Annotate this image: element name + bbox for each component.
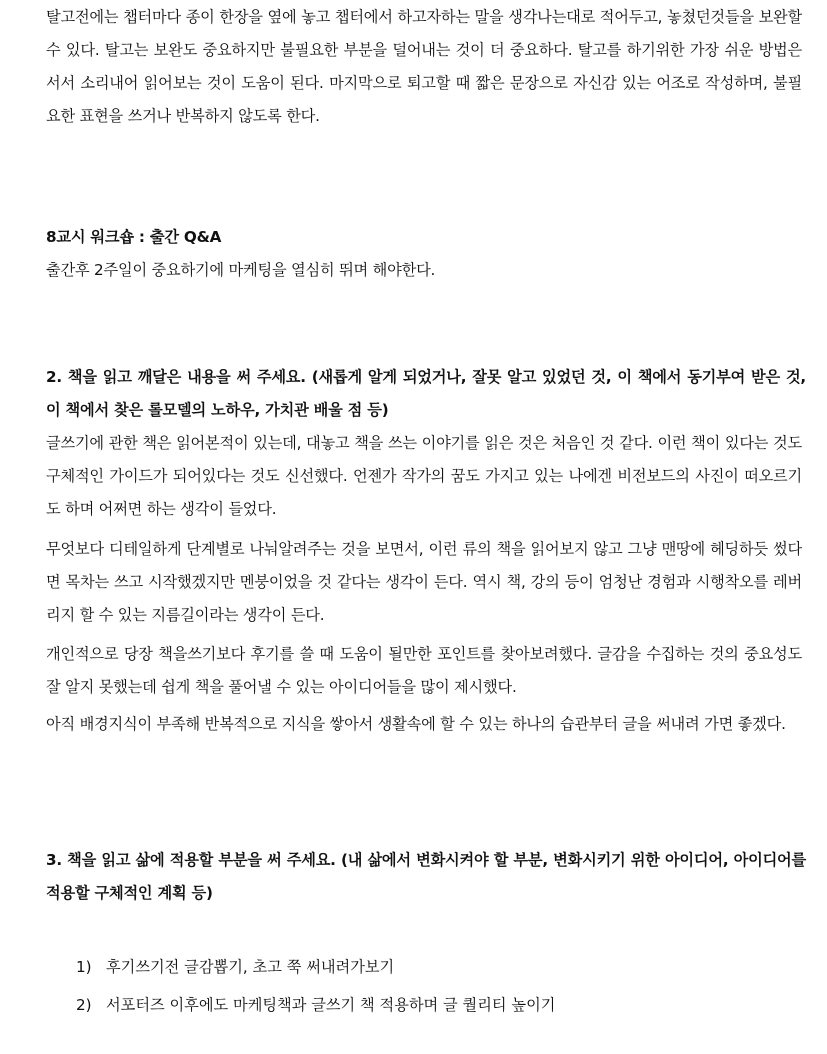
list-item-text: 서포터즈 이후에도 마케팅책과 글쓰기 책 적용하며 글 퀄리티 높이기 xyxy=(106,996,556,1014)
list-item-text: 후기쓰기전 글감뽑기, 초고 쭉 써내려가보기 xyxy=(106,958,395,976)
section2-paragraph-4: 아직 배경지식이 부족해 반복적으로 지식을 쌓아서 생활속에 할 수 있는 하나의 습관부터 글을 써내려 가면 좋겠다. xyxy=(46,715,786,733)
list-item-number: 2) xyxy=(76,996,92,1014)
section2-paragraph-1: 글쓰기에 관한 책은 읽어본적이 있는데, 대놓고 책을 쓰는 이야기를 읽은 것은 처음인 것 같다. 이런 책이 있다는 것도 구체적인 가이드가 되어있다는 것도 신선했다. 언젠가 작가의 꿈도 가지고 있는 나에겐 비전보드의 사진이 떠오르기도 하며 어쩌면 하는 생각이 들었다. xyxy=(46,434,802,518)
section2-paragraph-3: 개인적으로 당장 책을쓰기보다 후기를 쓸 때 도움이 될만한 포인트를 찾아보려했다. 글감을 수집하는 것의 중요성도 잘 알지 못했는데 쉽게 책을 풀어낼 수 있는 아이디어들을 많이 제시했다. xyxy=(46,645,802,696)
list-item xyxy=(76,948,796,986)
section3-question: 3. 책을 읽고 삶에 적용할 부분을 써 주세요. (내 삶에서 변화시켜야 할 부분, 변화시키기 위한 아이디어, 아이디어를 적용할 구체적인 계획 등) xyxy=(46,851,806,902)
workshop-text: 출간후 2주일이 중요하기에 마케팅을 열심히 뛰며 해야한다. xyxy=(46,261,436,279)
section2-question: 2. 책을 읽고 깨달은 내용을 써 주세요. (새롭게 알게 되었거나, 잘못 알고 있었던 것, 이 책에서 동기부여 받은 것, 이 책에서 찾은 롤모델의 노하우, 가치관 배울 점 등) xyxy=(46,368,806,419)
list-item-number: 1) xyxy=(76,958,92,976)
workshop-title: 8교시 워크숍 : 출간 Q&A xyxy=(46,228,222,246)
section2-paragraph-2: 무엇보다 디테일하게 단계별로 나눠알려주는 것을 보면서, 이런 류의 책을 읽어보지 않고 그냥 맨땅에 헤딩하듯 썼다면 목차는 쓰고 시작했겠지만 멘붕이었을 것 같다는 생각이 든다. 역시 책, 강의 등이 엄청난 경험과 시행착오를 레버리지 할 수 있는 지름길이라는 생각이 든다. xyxy=(46,540,802,624)
section3-plan-list xyxy=(76,948,796,1024)
intro-paragraph: 탈고전에는 챕터마다 종이 한장을 옆에 놓고 챕터에서 하고자하는 말을 생각나는대로 적어두고, 놓쳤던것들을 보완할 수 있다. 탈고는 보완도 중요하지만 불필요한 부분을 덜어내는 것이 더 중요하다. 탈고를 하기위한 가장 쉬운 방법은 서서 소리내어 읽어보는 것이 도움이 된다. 마지막으로 퇴고할 때 짧은 문장으로 자신감 있는 어조로 작성하며, 불필요한 표현을 쓰거나 반복하지 않도록 한다. xyxy=(46,8,802,125)
list-item xyxy=(76,986,796,1024)
